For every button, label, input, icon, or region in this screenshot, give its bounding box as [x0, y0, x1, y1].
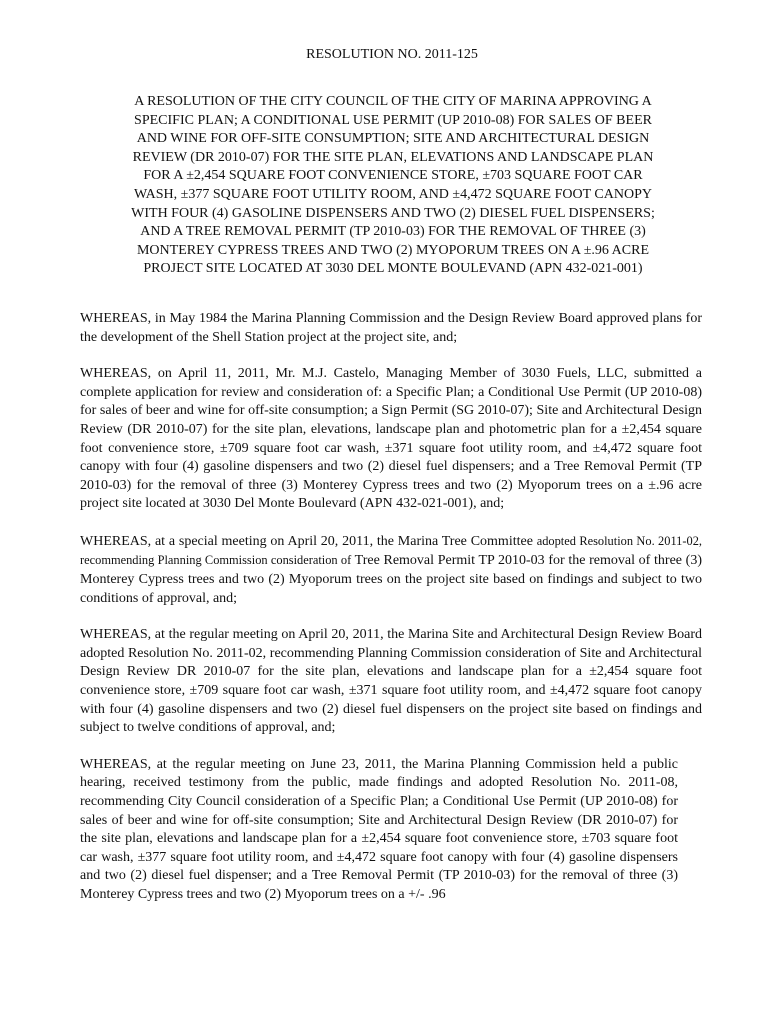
whereas-3-part-3: Tree Removal Permit TP 2010-03 for the removal of three (3) Monterey Cypress trees and two (2) Myoporum trees on the project site based on findings and subject to two conditions of approval, and; — [80, 553, 703, 606]
whereas-paragraph-2: WHEREAS, on April 11, 2011, Mr. M.J. Castelo, Managing Member of 3030 Fuels, LLC, submitted a complete application for review and consideration of: a Specific Plan; a Conditional Use Permit (UP 2010-08) for sales of beer and wine for off-site consumption; a Sign Permit (SG 2010-07); Site and Architectural Design Review (DR 2010-07) for the site plan, elevations, landscape plan and photometric plan for a ±2,454 square foot convenience store, ±709 square foot car wash, ±371 square foot utility room, and ±4,472 square foot canopy with four (4) gasoline dispensers and two (2) diesel fuel dispensers; and a Tree Removal Permit (TP 2010-03) for the removal of three (3) Monterey Cypress trees and two (2) Myoporum trees on a ±.96 acre project site located at 3030 Del Monte Boulevard (APN 432-021-001), and; — [80, 366, 702, 512]
whereas-3-part-1: WHEREAS, at a special meeting on April 20, 2011, the Marina Tree Committee — [80, 533, 537, 549]
resolution-title: A RESOLUTION OF THE CITY COUNCIL OF THE CITY OF MARINA APPROVING A SPECIFIC PLAN; A CONDITIONAL USE PERMIT (UP 2010-08) FOR SALES OF BEER AND WINE FOR OFF-SITE CONSUMPTION; SITE AND ARCHITECTURAL DESIGN REVIEW (DR 2010-07) FOR THE SITE PLAN, ELEVATIONS AND LANDSCAPE PLAN FOR A ±2,454 SQUARE FOOT CONVENIENCE STORE, ±703 SQUARE FOOT CAR WASH, ±377 SQUARE FOOT UTILITY ROOM, AND ±4,472 SQUARE FOOT CANOPY WITH FOUR (4) GASOLINE DISPENSERS AND TWO (2) DIESEL FUEL DISPENSERS; AND A TREE REMOVAL PERMIT (TP 2010-03) FOR THE REMOVAL OF THREE (3) MONTEREY CYPRESS TREES AND TWO (2) MYOPORUM TREES ON A ±.96 ACRE PROJECT SITE LOCATED AT 3030 DEL MONTE BOULEVAND (APN 432-021-001) — [131, 94, 655, 277]
whereas-3-small-text: adopted Resolution No. 2011-02, recommending Planning Commission consideration of — [80, 533, 702, 568]
resolution-number: RESOLUTION NO. 2011-125 — [306, 47, 478, 62]
whereas-paragraph-4: WHEREAS, at the regular meeting on April 20, 2011, the Marina Site and Architectural Design Review Board adopted Resolution No. 2011-02, recommending Planning Commission consideration of Site and Architectural Design Review DR 2010-07 for the site plan, elevations and landscape plan for a ±2,454 square foot convenience store, ±709 square foot car wash, ±371 square foot utility room, and ±4,472 square foot canopy with four (4) gasoline dispensers and two (2) diesel fuel dispensers on the project site based on findings and subject to twelve conditions of approval, and; — [80, 627, 702, 736]
whereas-paragraph-5: WHEREAS, at the regular meeting on June 23, 2011, the Marina Planning Commission held a public hearing, received testimony from the public, made findings and adopted Resolution No. 2011-08, recommending City Council consideration of a Specific Plan; a Conditional Use Permit (UP 2010-08) for sales of beer and wine for off-site consumption; Site and Architectural Design Review (DR 2010-07) for the site plan, elevations and landscape plan for a ±2,454 square foot convenience store, ±703 square foot car wash, ±377 square foot utility room, and ±4,472 square foot canopy with four (4) gasoline dispensers and two (2) diesel fuel dispenser; and a Tree Removal Permit (TP 2010-03) for the removal of three (3) Monterey Cypress trees and two (2) Myoporum trees on a +/- .96 — [80, 756, 678, 902]
whereas-paragraph-1: WHEREAS, in May 1984 the Marina Planning Commission and the Design Review Board approved plans for the development of the Shell Station project at the project site, and; — [80, 310, 702, 345]
whereas-paragraph-3 — [80, 532, 702, 608]
